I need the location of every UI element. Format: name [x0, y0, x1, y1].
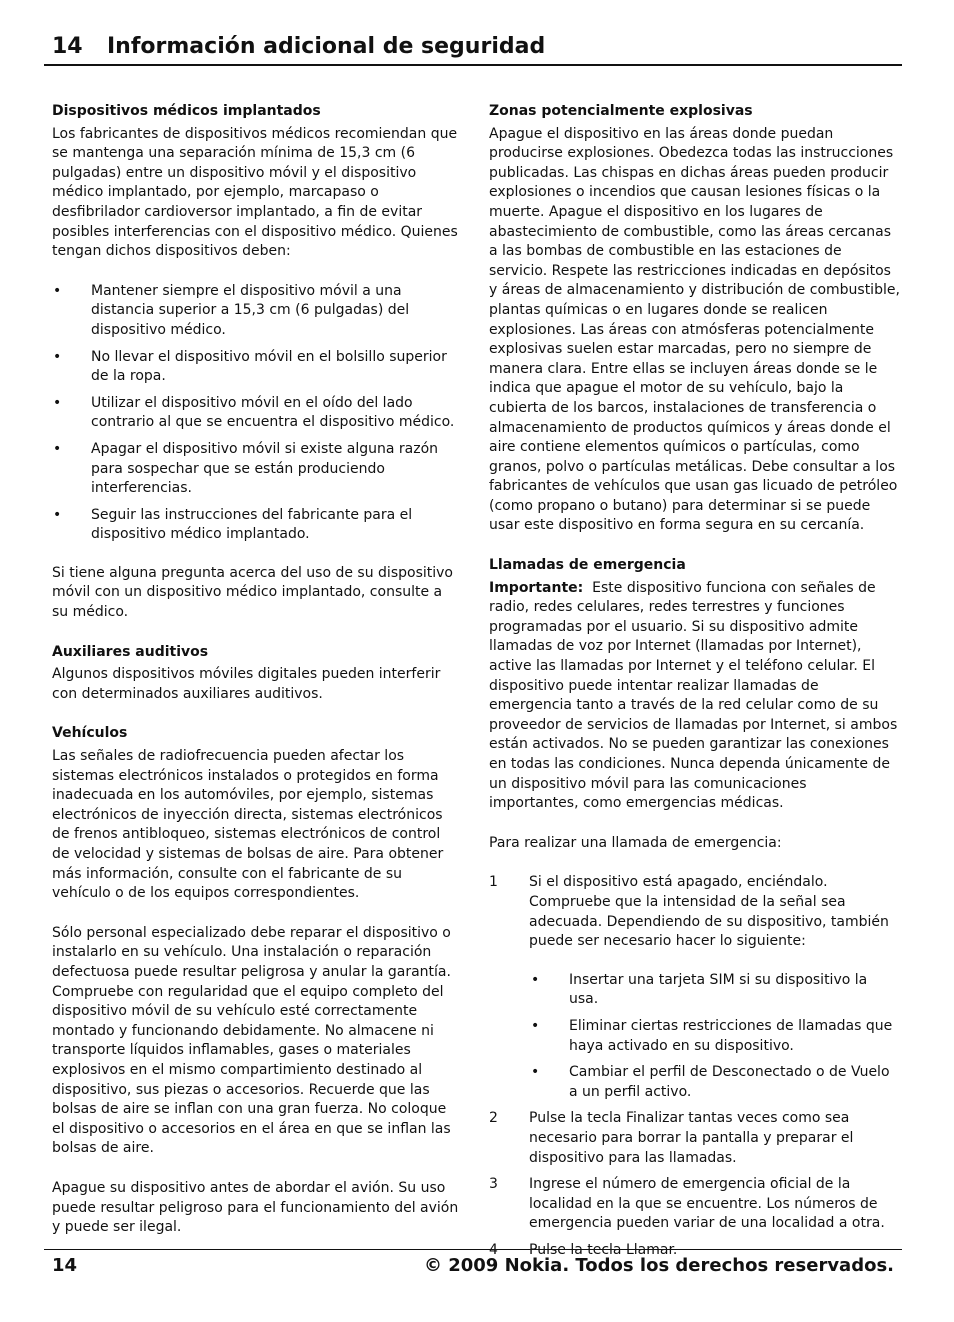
step-item: 3 Ingrese el número de emergencia oficial de la localidad en la que se encuentre. Los números de emergencia pueden variar de una localidad a otra. — [489, 1176, 885, 1232]
page-number: 14 — [52, 1255, 78, 1276]
step-number: 2 — [489, 1110, 498, 1127]
emergency-lead: Para realizar una llamada de emergencia: — [489, 834, 782, 851]
step-item: 2 Pulse la tecla Finalizar tantas veces como sea necesario para borrar la pantalla y preparar el dispositivo para las llamadas. — [489, 1110, 854, 1166]
vehicles-paragraph-3: Apague su dispositivo antes de abordar el avión. Su uso puede resultar peligroso para el funcionamiento del avión y puede ser ilegal. — [52, 1179, 459, 1236]
bullet-icon: • — [53, 282, 62, 299]
section-heading-implants: Dispositivos médicos implantados — [52, 103, 321, 119]
right-column — [489, 102, 900, 1267]
copyright-notice: © 2009 Nokia. Todos los derechos reservados. — [423, 1255, 894, 1276]
step-item: 1 Si el dispositivo está apagado, enciéndalo. Compruebe que la intensidad de la señal sea adecuada. Dependiendo de su dispositivo, también puede ser necesario hacer lo siguiente: • Insertar una tarjeta SIM si su dispositivo la usa. • Eliminar ciertas restricciones de llamadas que haya activado en su dispositivo. • Cambiar el perfil de Desconectado o de Vuelo a un perfil activo. — [489, 873, 900, 1102]
bullet-icon: • — [531, 1064, 540, 1081]
section-heading-explosive: Zonas potencialmente explosivas — [489, 103, 753, 119]
list-item: • Utilizar el dispositivo móvil en el oído del lado contrario al que se encuentra el dispositivo médico. — [53, 394, 455, 431]
hearing-text: Algunos dispositivos móviles digitales pueden interferir con determinados auxiliares auditivos. — [52, 666, 441, 702]
list-item: • Insertar una tarjeta SIM si su dispositivo la usa. — [531, 971, 868, 1008]
list-item: • Mantener siempre el dispositivo móvil a una distancia superior a 15,3 cm (6 pulgadas) del dispositivo médico. — [53, 282, 410, 338]
vehicles-paragraph-1: Las señales de radiofrecuencia pueden afectar los sistemas electrónicos instalados o protegidos en forma inadecuada en los automóviles, por ejemplo, sistemas electrónicos de inyección directa, sistemas electrónicos de frenos antibloqueo, sistemas electrónicos de control de velocidad y sistemas de bolsas de aire. Para obtener más información, consulte con el fabricante de su vehículo o de los equipos correspondientes. — [52, 748, 444, 902]
list-item: • Eliminar ciertas restricciones de llamadas que haya activado en su dispositivo. — [531, 1017, 893, 1054]
step-number: 3 — [489, 1176, 498, 1193]
list-item: • Cambiar el perfil de Desconectado o de Vuelo a un perfil activo. — [531, 1064, 890, 1100]
important-label: Importante: — [489, 579, 584, 596]
left-column — [52, 102, 462, 1238]
emergency-important: Importante: Este dispositivo funciona con señales de radio, redes celulares, redes terrestres y funciones programadas por el usuario. Si su dispositivo admite llamadas de voz por Internet (llamadas por Internet), active las llamadas por Internet y el teléfono celular. El dispositivo puede intentar realizar llamadas de emergencia tanto a través de la red celular como de su proveedor de servicios de llamadas por Internet, si ambos están activados. No se pueden garantizar las conexiones en todas las condiciones. Nunca dependa únicamente de un dispositivo móvil para las comunicaciones importantes, como emergencias médicas. — [489, 579, 898, 812]
bullet-icon: • — [53, 348, 62, 365]
bullet-icon: • — [53, 394, 62, 411]
step-item: 4 Pulse la tecla Llamar. — [489, 1241, 900, 1261]
bullet-icon: • — [53, 506, 62, 523]
step-number: 4 — [489, 1241, 498, 1258]
implants-bullet-list — [52, 282, 462, 545]
section-heading-hearing: Auxiliares auditivos — [52, 643, 209, 660]
implants-closing: Si tiene alguna pregunta acerca del uso de su dispositivo móvil con un dispositivo médico implantado, consulte a su médico. — [52, 564, 453, 621]
chapter-number: 14 — [52, 34, 83, 59]
emergency-steps — [489, 873, 900, 1260]
step-number: 1 — [489, 874, 498, 891]
section-heading-vehicles: Vehículos — [52, 725, 128, 742]
explosive-text: Apague el dispositivo en las áreas donde puedan producirse explosiones. Obedezca todas las instrucciones publicadas. Las chispas en dichas áreas pueden producir explosiones o incendios que causan lesiones físicas o la muerte. Apague el dispositivo en los lugares de abastecimiento de combustible, como las áreas cercanas a las bombas de combustible en las estaciones de servicio. Respete las restricciones indicadas en depósitos y áreas de almacenamiento y distribución de combustible, plantas químicas o en lugares donde se realicen explosiones. Las áreas con atmósferas potencialmente explosivas suelen estar marcadas, pero no siempre de manera clara. Entre ellas se incluyen áreas donde se le indica que apague el motor de su vehículo, bajo la cubierta de los barcos, instalaciones de transferencia o almacenamiento de productos químicos y áreas donde el aire contiene elementos químicos o partículas, como granos, polvo o partículas metálicas. Debe consultar a los fabricantes de vehículos que usan gas licuado de petróleo (como propano o butano) para determinar si se puede usar este dispositivo en forma segura en su cercanía. — [489, 125, 900, 534]
vehicles-paragraph-2: Sólo personal especializado debe reparar el dispositivo o instalarlo en su vehículo. Una instalación o reparación defectuosa puede resultar peligrosa y anular la garantía. Compruebe con regularidad que el equipo completo del dispositivo móvil de su vehículo esté correctamente montado y funcionando debidamente. No almacene ni transporte líquidos inflamables, gases o materiales explosivos en el mismo compartimiento destinado al dispositivo, sus piezas o accesorios. Recuerde que las bolsas de aire se inflan con una gran fuerza. No coloque el dispositivo o accesorios en el área en que se inflan las bolsas de aire. — [52, 924, 451, 1157]
bullet-icon: • — [531, 1017, 540, 1034]
bullet-icon: • — [531, 971, 540, 988]
page-footer — [44, 1249, 902, 1284]
implants-intro: Los fabricantes de dispositivos médicos recomiendan que se mantenga una separación mínima de 15,3 cm (6 pulgadas) entre un dispositivo móvil y el dispositivo médico implantado, por ejemplo, marcapaso o desfibrilador cardioversor implantado, a fin de evitar posibles interferencias con el dispositivo médico. Quienes tengan dichos dispositivos deben: — [52, 125, 458, 260]
section-heading-emergency: Llamadas de emergencia — [489, 557, 686, 574]
chapter-title: Información adicional de seguridad — [107, 34, 546, 59]
page-header — [44, 34, 902, 66]
list-item: • Apagar el dispositivo móvil si existe alguna razón para sospechar que se están produciendo interferencias. — [53, 440, 439, 497]
list-item: • Seguir las instrucciones del fabricante para el dispositivo médico implantado. — [53, 506, 413, 543]
bullet-icon: • — [53, 440, 62, 457]
substep-list — [529, 971, 900, 1103]
list-item: • No llevar el dispositivo móvil en el bolsillo superior de la ropa. — [53, 348, 447, 385]
